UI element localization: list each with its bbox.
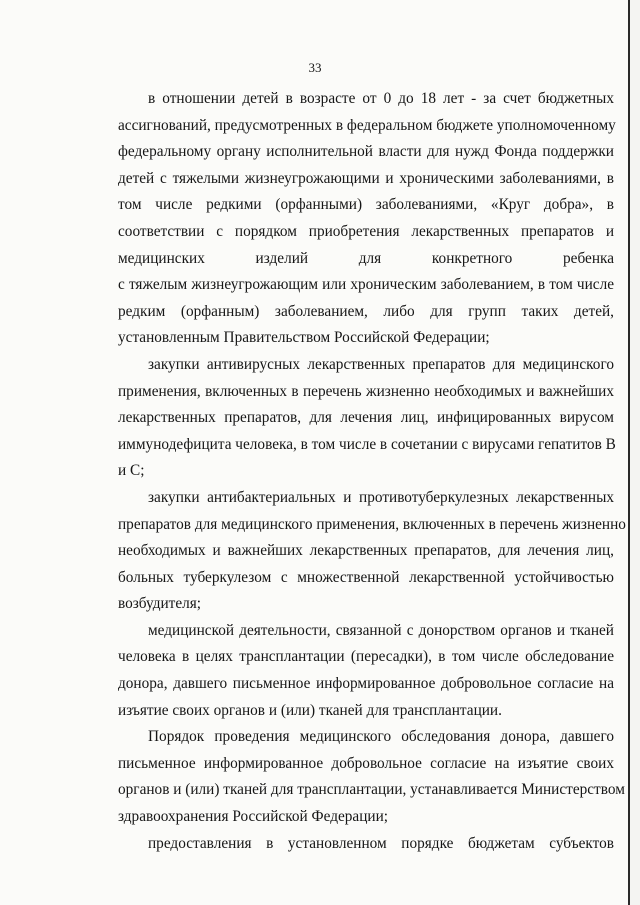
paragraph-3-line-2: препаратов для медицинского применения, включенных в перечень жизненно [118, 515, 626, 533]
paragraph-1-line-6: соответствии с порядком приобретения лекарственных препаратов и [118, 222, 614, 240]
paragraph-4-line-1: медицинской деятельности, связанной с донорством органов и тканей [148, 621, 614, 639]
paragraph-4-line-2: человека в целях трансплантации (пересадки), в том числе обследование [118, 648, 614, 666]
paragraph-1-line-9: редким (орфанным) заболеванием, либо для групп таких детей, [118, 302, 614, 320]
paragraph-5-line-4: здравоохранения Российской Федерации; [118, 808, 389, 826]
paragraph-1-line-4: детей с тяжелыми жизнеугрожающими и хроническими заболеваниями, в [118, 169, 614, 187]
paragraph-1-line-5: том числе редкими (орфанными) заболеваниями, «Круг добра», в [118, 196, 614, 214]
paragraph-1-line-2: ассигнований, предусмотренных в федеральном бюджете уполномоченному [118, 116, 616, 134]
paragraph-4-line-4: изъятие своих органов и (или) тканей для трансплантации. [118, 701, 502, 719]
paragraph-2-line-3: лекарственных препаратов, для лечения лиц, инфицированных вирусом [118, 409, 614, 427]
paragraph-3-line-3: необходимых и важнейших лекарственных препаратов, для лечения лиц, [118, 542, 614, 560]
paragraph-2-line-4: иммунодефицита человека, в том числе в сочетании с вирусами гепатитов В [118, 435, 616, 453]
paragraph-1-line-3: федеральному органу исполнительной власти для нужд Фонда поддержки [118, 143, 614, 161]
paragraph-3-line-4: больных туберкулезом с множественной лекарственной устойчивостью [118, 568, 614, 586]
paragraph-5-line-3: органов и (или) тканей для трансплантации, устанавливается Министерством [118, 781, 625, 799]
page-number: 33 [308, 60, 322, 75]
paragraph-6-line-1: предоставления в установленном порядке бюджетам субъектов [148, 834, 614, 852]
paragraph-1-line-10: установленным Правительством Российской Федерации; [118, 329, 490, 347]
paragraph-2-line-1: закупки антивирусных лекарственных препаратов для медицинского [148, 355, 614, 373]
paragraph-4-line-3: донора, давшего письменное информированное добровольное согласие на [118, 675, 614, 693]
document-body [118, 86, 626, 857]
paragraph-3-line-5: возбудителя; [118, 595, 202, 613]
paragraph-1-line-1: в отношении детей в возрасте от 0 до 18 лет - за счет бюджетных [148, 90, 614, 107]
paragraph-1-line-7: медицинских изделий для конкретного ребенка [118, 249, 614, 267]
paragraph-2-line-2: применения, включенных в перечень жизненно необходимых и важнейших [118, 382, 614, 400]
paragraph-5-line-2: письменное информированное добровольное согласие на изъятие своих [118, 754, 614, 772]
paragraph-2-line-5: и С; [118, 462, 145, 480]
paragraph-3-line-1: закупки антибактериальных и противотуберкулезных лекарственных [148, 488, 614, 506]
paragraph-1-line-8: с тяжелым жизнеугрожающим или хроническим заболеванием, в том числе [118, 276, 614, 294]
paragraph-5-line-1: Порядок проведения медицинского обследования донора, давшего [148, 728, 614, 746]
